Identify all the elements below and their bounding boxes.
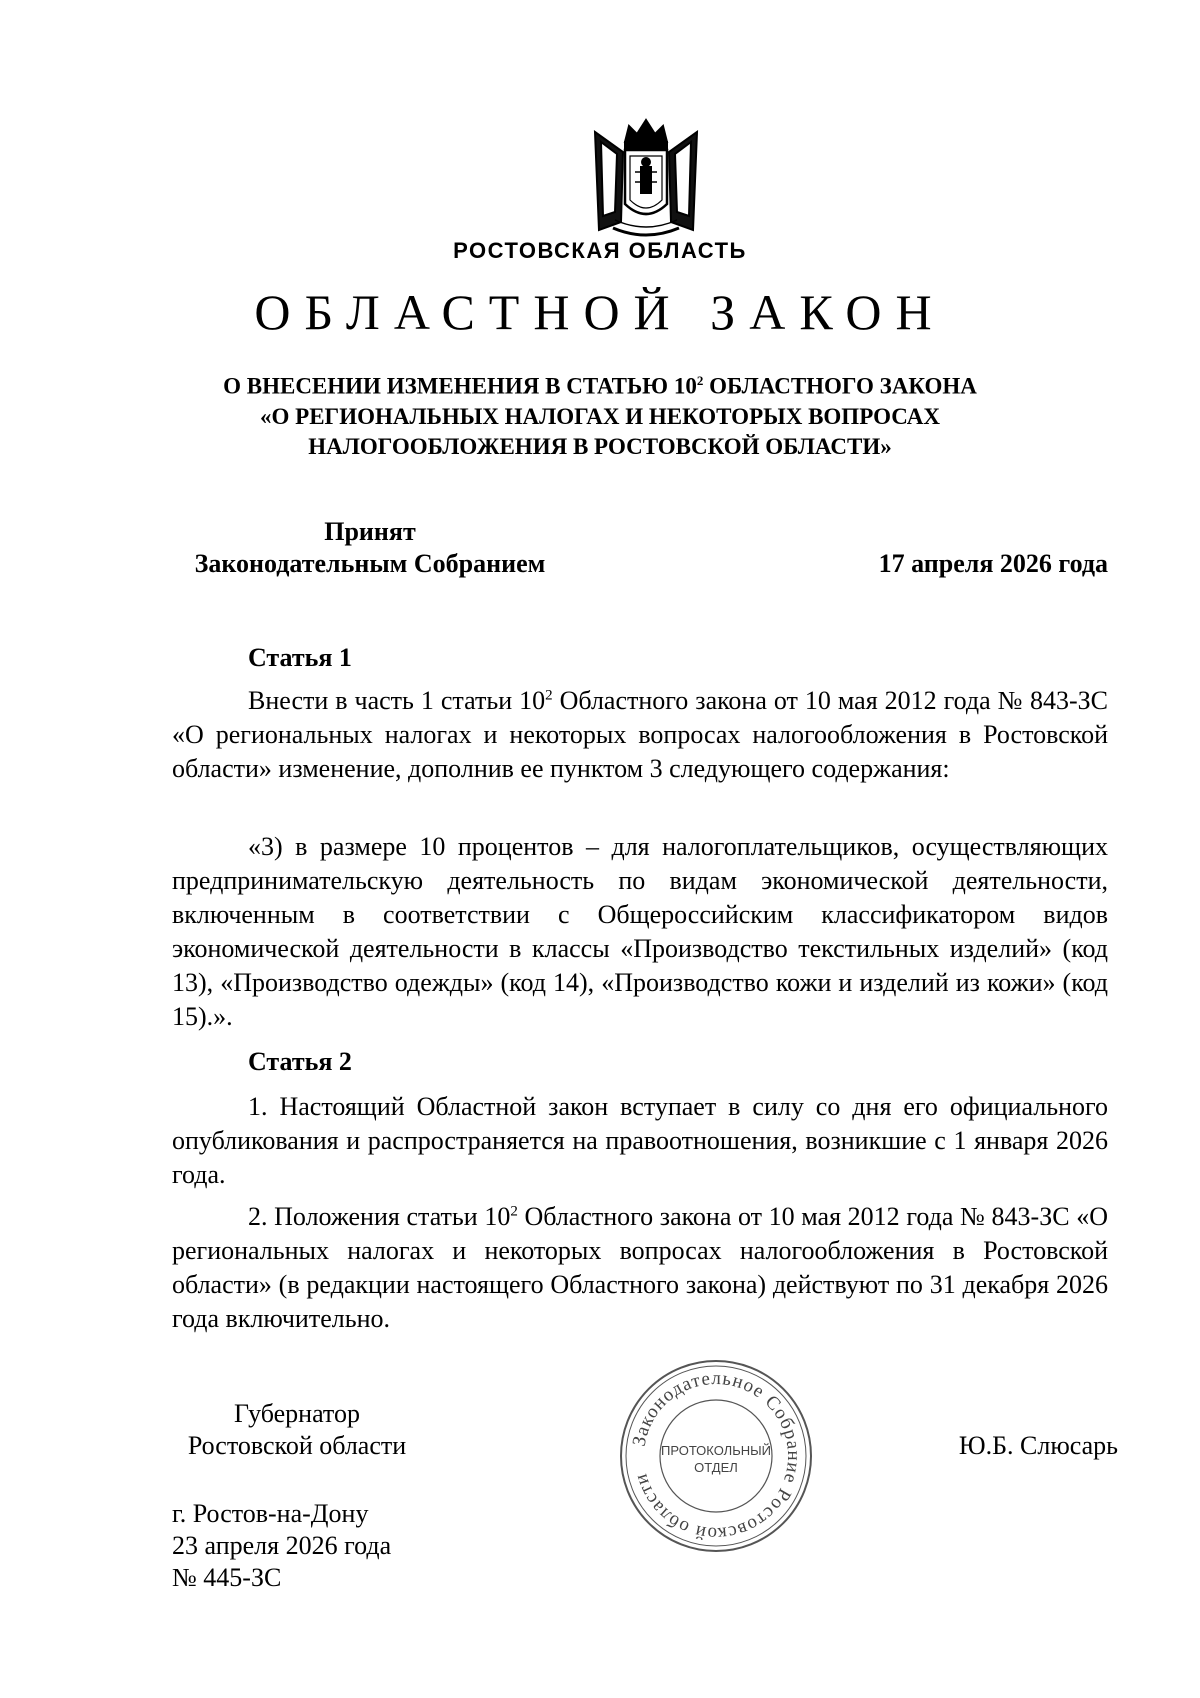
article-2-paragraph-1: 1. Настоящий Областной закон вступает в силу со дня его официального опубликования и распространяется на правоотношения, возникшие с 1 января 2026 года. (172, 1092, 1108, 1189)
adoption-line-2: Законодательным Собранием (194, 549, 546, 578)
adoption-line-1: Принят (324, 517, 416, 546)
region-name: РОСТОВСКАЯ ОБЛАСТЬ (453, 238, 747, 263)
article-1-paragraph-2: «3) в размере 10 процентов – для налогоплательщиков, осуществляющих предпринимательскую деятельность по видам экономической деятельности, включенным в соответствии с Общероссийским классификатором видов экономической деятельности в классы «Производство текстильных изделий» (код 13), «Производство одежды» (код 14), «Производство кожи и изделий из кожи» (код 15).». (172, 832, 1108, 1031)
subject-line-2: «О РЕГИОНАЛЬНЫХ НАЛОГАХ И НЕКОТОРЫХ ВОПРОСАХ (260, 403, 940, 429)
stamp-center-line-1: ПРОТОКОЛЬНЫЙ (660, 1443, 772, 1458)
signatory-title-line-1: Губернатор (234, 1399, 360, 1428)
document-type-title: ОБЛАСТНОЙ ЗАКОН (254, 284, 946, 340)
law-subject-title (150, 366, 1050, 462)
article-1-paragraph-1: Внести в часть 1 статьи $10^2$ Областного закона от 10 мая 2012 года № 843-ЗС «О региональных налогах и некоторых вопросах налогообложения в Ростовской области» изменение, дополнив ее пунктом 3 следующего содержания: (172, 686, 1108, 783)
article-1-heading: Статья 1 (248, 643, 352, 672)
article-2-paragraph-2: 2. Положения статьи $10^2$ Областного закона от 10 мая 2012 года № 843-ЗС «О региональных налогах и некоторых вопросах налогообложения в Ростовской области» (в редакции настоящего Областного закона) действуют по 31 декабря 2026 года включительно. (172, 1202, 1108, 1333)
official-stamp (618, 1358, 814, 1554)
article-2-heading: Статья 2 (248, 1047, 352, 1076)
issue-city: г. Ростов-на-Дону (172, 1499, 369, 1528)
signatory-title (172, 1398, 422, 1462)
signatory-name: Ю.Б. Слюсарь (958, 1431, 1118, 1460)
law-number: № 445-ЗС (172, 1563, 282, 1592)
adoption-date: 17 апреля 2026 года (878, 549, 1108, 578)
issue-details (172, 1498, 391, 1594)
adoption-block (175, 516, 565, 580)
issue-date: 23 апреля 2026 года (172, 1531, 392, 1560)
subject-line-3: НАЛОГООБЛОЖЕНИЯ В РОСТОВСКОЙ ОБЛАСТИ» (308, 433, 892, 459)
signatory-title-line-2: Ростовской области (187, 1431, 407, 1460)
stamp-ring-text: Законодательное Собрание Ростовской области (628, 1367, 805, 1545)
coat-of-arms-icon (585, 112, 707, 242)
subject-line-1: О ВНЕСЕНИИ ИЗМЕНЕНИЯ В СТАТЬЮ $10^2$ ОБЛАСТНОГО ЗАКОНА (223, 373, 977, 399)
stamp-center-line-2: ОТДЕЛ (694, 1460, 738, 1475)
